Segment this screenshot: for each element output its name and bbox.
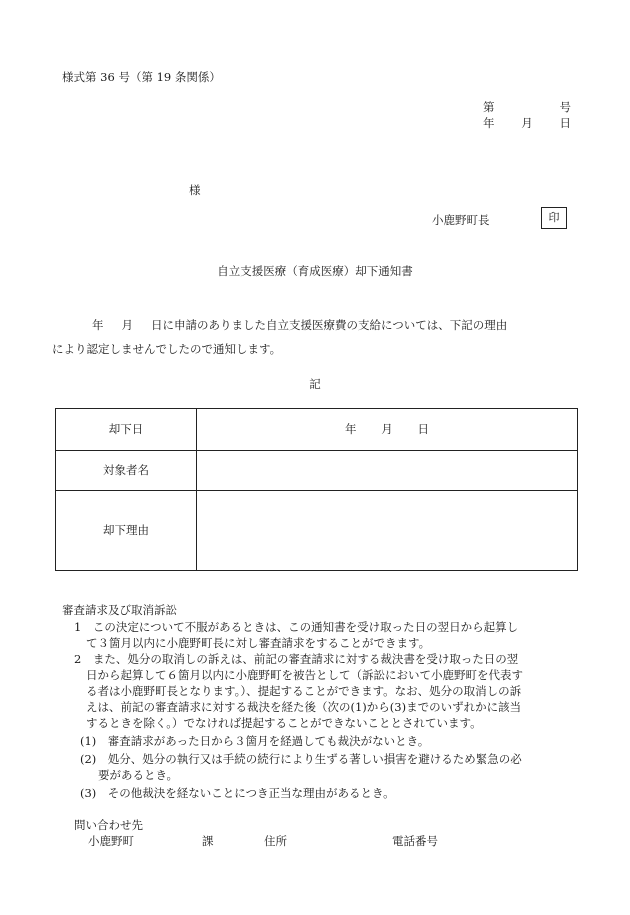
appeal-item2-line4: えは、前記の審査請求に対する裁決を経た後（次の(1)から(3)までのいずれかに該当 <box>86 700 522 714</box>
table-row <box>56 491 578 571</box>
inquiry-phone: 電話番号 <box>392 834 438 848</box>
document-title: 自立支援医療（育成医療）却下通知書 <box>217 264 413 278</box>
appeal-item1-line1: 1 この決定について不服があるときは、この通知書を受け取った日の翌日から起算し <box>74 620 519 634</box>
inquiry-town: 小鹿野町 <box>88 834 134 848</box>
seal-box: 印 <box>541 207 567 229</box>
appeal-item2-line1: 2 また、処分の取消しの訴えは、前記の審査請求に対する裁決書を受け取った日の翌 <box>74 652 519 666</box>
document-number <box>483 100 571 116</box>
rejection-date-value <box>197 409 578 451</box>
rejection-month-label: 月 <box>381 422 393 437</box>
date-year-label: 年 <box>483 116 495 130</box>
rejection-year-label: 年 <box>345 422 357 437</box>
rejection-day-label: 日 <box>417 422 429 437</box>
inquiry-section: 課 <box>202 834 214 848</box>
body-year: 年 <box>92 318 104 332</box>
body-paragraph-line2: により認定しませんでしたので通知します。 <box>52 342 282 356</box>
body-line1-text: 日に申請のありました自立支援医療費の支給については、下記の理由 <box>151 318 508 332</box>
issuer-name: 小鹿野町長 <box>432 213 490 227</box>
table-row <box>56 409 578 451</box>
document-date <box>483 116 571 131</box>
appeal-sub2-line1: (2) 処分、処分の執行又は手続の続行により生ずる著しい損害を避けるため緊急の必 <box>80 752 522 766</box>
rejection-reason-value <box>197 491 578 571</box>
body-month: 月 <box>121 318 133 332</box>
appeal-item2-line5: するときを除く。）でなければ提起することができないこととされています。 <box>86 716 482 730</box>
doc-number-suffix: 号 <box>559 100 571 114</box>
addressee-honorific: 様 <box>189 183 201 197</box>
subject-name-label: 対象者名 <box>56 451 197 491</box>
form-number: 様式第 36 号（第 19 条関係） <box>62 70 221 84</box>
appeal-sub1: (1) 審査請求があった日から３箇月を経過しても裁決がないとき。 <box>80 734 430 748</box>
appeal-sub2-line2: 要があるとき。 <box>98 768 179 782</box>
doc-number-prefix: 第 <box>483 100 495 114</box>
inquiry-heading: 問い合わせ先 <box>74 818 143 832</box>
appeal-heading: 審査請求及び取消訴訟 <box>62 603 177 617</box>
rejection-date-label: 却下日 <box>56 409 197 451</box>
details-table <box>55 408 578 571</box>
appeal-item2-line3: る者は小鹿野町長となります。）、提起することができます。なお、処分の取消しの訴 <box>86 684 522 698</box>
subject-name-value <box>197 451 578 491</box>
date-day-label: 日 <box>559 116 571 130</box>
appeal-item1-line2: て３箇月以内に小鹿野町長に対し審査請求をすることができます。 <box>86 636 431 650</box>
appeal-item2-line2: 日から起算して６箇月以内に小鹿野町を被告として（訴訟において小鹿野町を代表す <box>86 668 523 682</box>
date-month-label: 月 <box>521 116 533 130</box>
body-paragraph-line1 <box>92 318 507 333</box>
appeal-sub3: (3) その他裁決を経ないことにつき正当な理由があるとき。 <box>80 786 395 800</box>
rejection-reason-label: 却下理由 <box>56 491 197 571</box>
inquiry-details <box>88 834 448 850</box>
inquiry-address: 住所 <box>264 834 287 848</box>
ki-heading: 記 <box>309 377 321 391</box>
table-row <box>56 451 578 491</box>
